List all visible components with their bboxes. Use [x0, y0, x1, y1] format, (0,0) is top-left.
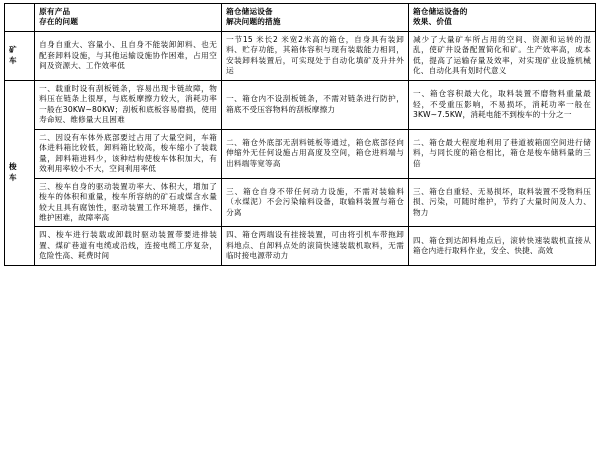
header-benefit-line1: 箱仓储运设备的 — [413, 7, 468, 16]
header-benefit — [409, 4, 596, 32]
header-measure-line1: 箱仓储运设备 — [226, 7, 273, 16]
table-header-row — [5, 4, 596, 32]
cell-problem: 二、因设有车体外底部要过占用了大量空间，车箱体进料箱比较低，卸料箱比较高，梭车缩小了装载量，卸料箱进料少，该种结构使梭车体积加大，有效利用率较小不大，空间利用率低 — [35, 129, 222, 178]
header-problem-line2: 存在的问题 — [39, 17, 79, 27]
header-problem — [35, 4, 222, 32]
header-benefit-line2: 效果、价值 — [413, 17, 452, 27]
cell-problem: 一、载重时设有刮板链条，容易出现卡链故障，物料压在链条上很厚，与底板摩擦力较大，消耗功率一般在30KW~80KW；刮板和底板容易磨损，使用寿命短、维修量大且困难 — [35, 80, 222, 129]
row-group-label-char-1: 矿 — [9, 45, 17, 55]
row-group-label-char-2: 车 — [9, 172, 17, 182]
comparison-table — [4, 3, 596, 266]
row-group-label-char-1: 梭 — [9, 162, 17, 172]
cell-problem: 三、梭车自身的驱动装置功率大、体积大，增加了梭车的体积和重量，梭车所容纳的矿石或煤含水量较大且具有腐蚀性，驱动装置工作环境恶，操作、维护困难，故障率高 — [35, 178, 222, 227]
header-corner-cell — [5, 4, 35, 32]
cell-measure: 一节15 米长2 米宽2米高的箱仓，自身具有装卸料、贮存功能，其箱体容积与现有装载能力相同，安装卸料装置后，可实现处于自动化填矿及升井外运 — [222, 31, 409, 80]
table-body — [5, 31, 596, 265]
row-group-label-shuttle-car — [5, 80, 35, 265]
cell-benefit: 四、箱仓到达卸料地点后，滚转快速装载机直接从箱仓内进行取料作业，安全、快捷、高效 — [409, 227, 596, 265]
table-row — [5, 31, 596, 80]
cell-benefit: 三、箱仓自重轻、无易损坏，取料装置不受物料压损、污染，可随时维护，节约了大量时间及人力、物力 — [409, 178, 596, 227]
table-row — [5, 129, 596, 178]
cell-benefit: 二、箱仓最大程度地利用了巷道被箱面空间进行储料，与同长度的箱仓相比，箱仓是梭车储料量的三倍 — [409, 129, 596, 178]
header-measure-line2: 解决问题的措施 — [226, 17, 281, 27]
cell-measure: 三、箱仓自身不带任何动力设施，不需对装输料（水煤泥）不会污染输料设备，取输料装置与箱仓分离 — [222, 178, 409, 227]
row-group-label-char-2: 车 — [9, 55, 17, 65]
cell-benefit: 一、箱仓容积最大化，取料装置不磨物料重量最轻，不受重压影响，不易损坏，消耗功率一般在3KW~7.5KW，消耗电能不到梭车的十分之一 — [409, 80, 596, 129]
cell-measure: 一、箱仓内不设刮板链条，不需对链条进行防护，箱底不受压容物料的刮板摩擦力 — [222, 80, 409, 129]
table-row — [5, 80, 596, 129]
cell-problem: 自身自重大、容量小、且自身不能装卸卸料、也无配套卸料设施，与其他运输设施协作困难，占用空间及资源大、工作效率低 — [35, 31, 222, 80]
row-group-label-mine-car — [5, 31, 35, 80]
table-row — [5, 178, 596, 227]
cell-measure: 二、箱仓外底部无刮料链板等通过，箱仓底部径向伸缩外无任何设施占用高度及空间，箱仓进料端与出料端等宽等高 — [222, 129, 409, 178]
cell-measure: 四、箱仓两端设有挂接装置，可由将引机车带拖卸料地点、自卸料点处的滚筒快速装载机取料，无需临时接电源带动力 — [222, 227, 409, 265]
header-problem-line1: 原有产品 — [39, 7, 71, 16]
table-row — [5, 227, 596, 265]
cell-benefit: 减少了大量矿车所占用的空间、资源和运转的混乱，使矿井设备配置简化和矿。生产效率高，成本低，提高了运输存量及效率，对实现矿业设施机械化、自动化具有划时代意义 — [409, 31, 596, 80]
cell-problem: 四、梭车进行装载或卸载时驱动装置带要进排装置、煤矿巷道有电缆或沿线，连接电缆工序复杂，危险性高、耗费时间 — [35, 227, 222, 265]
header-measure — [222, 4, 409, 32]
table-header — [5, 4, 596, 32]
